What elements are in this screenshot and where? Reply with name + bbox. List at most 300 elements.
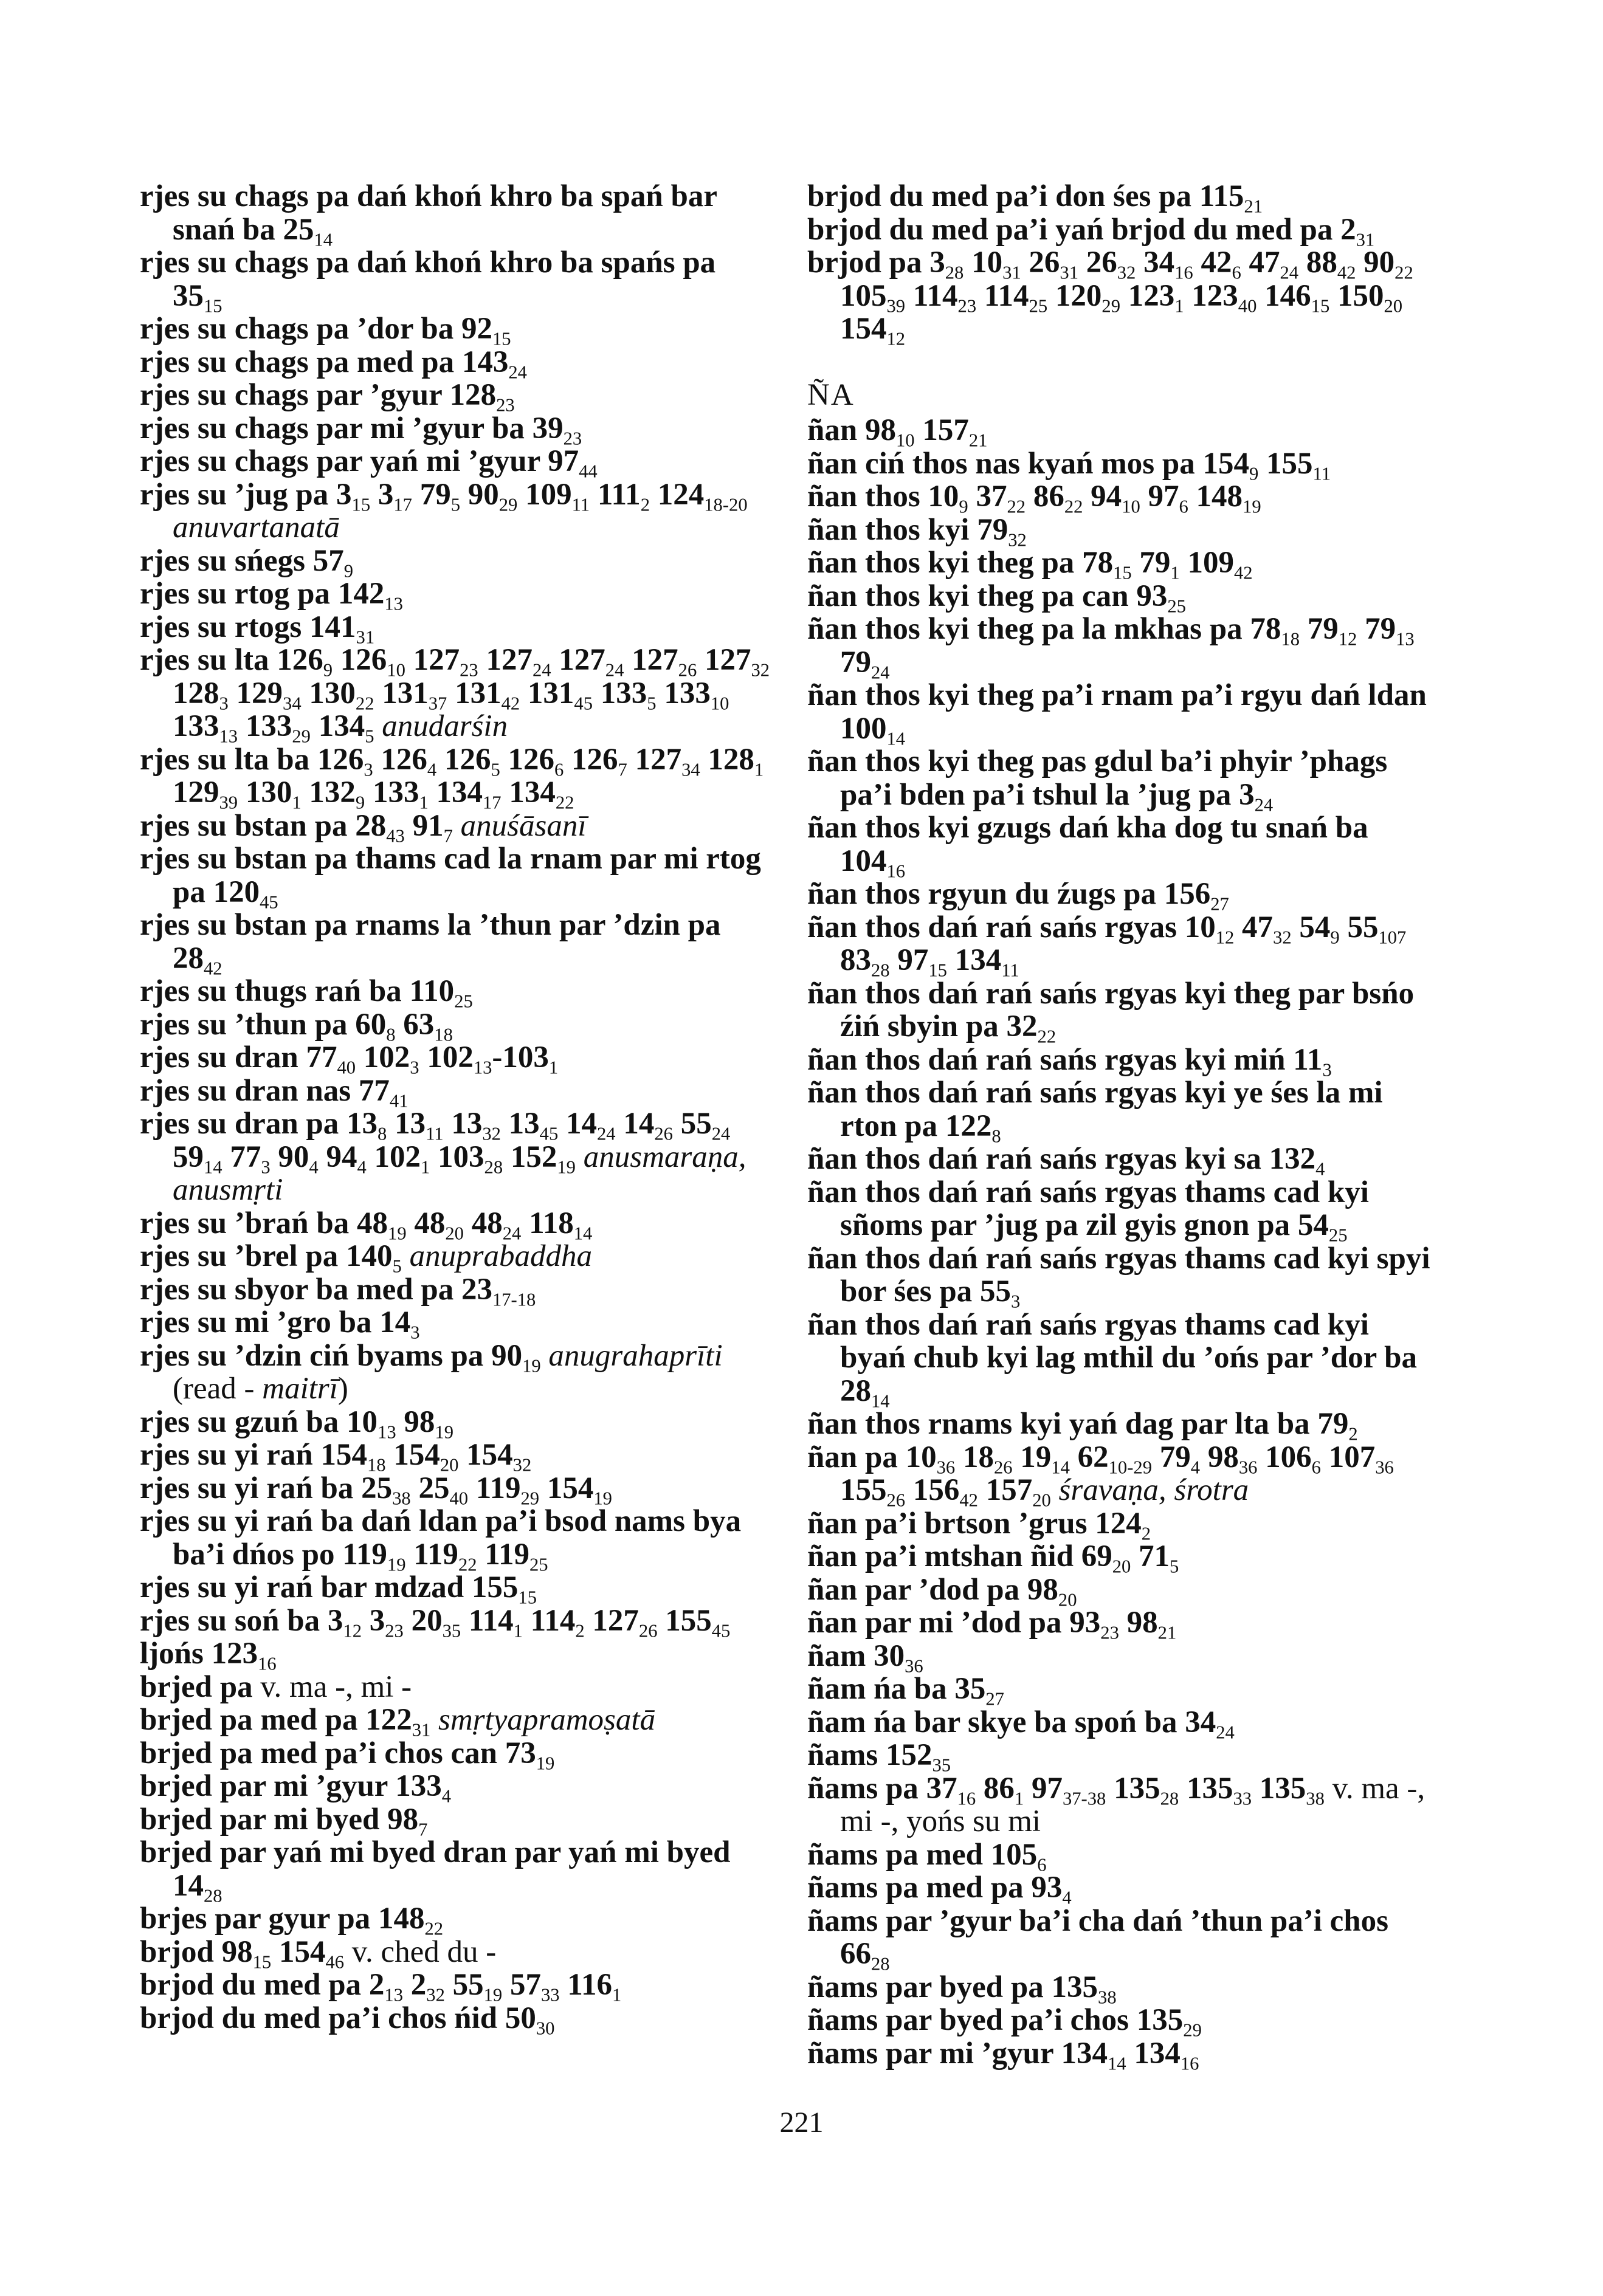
page-reference: $126_7$ — [571, 742, 627, 780]
line-number: 19 — [1243, 496, 1261, 517]
line-number: 19 — [557, 1157, 576, 1178]
line-number: 26 — [638, 1620, 658, 1641]
entry-headword: rjes su soń ba — [140, 1603, 320, 1638]
right-column-top-entries — [807, 179, 1439, 349]
index-entry — [140, 345, 772, 383]
line-number: 36 — [936, 1457, 956, 1478]
line-number: 9 — [343, 560, 354, 582]
page-reference: $127_{26}$ — [632, 643, 697, 681]
entry-headword: rjes su chags pa med pa — [140, 345, 455, 379]
line-number: 23 — [957, 295, 977, 317]
page-reference: $154_{20}$ — [393, 1438, 459, 1476]
page-reference: $102_1$ — [374, 1139, 430, 1178]
index-entry — [140, 312, 772, 349]
index-entry — [807, 1175, 1439, 1246]
line-number: 22 — [458, 1554, 477, 1575]
page-reference: $155_{11}$ — [1266, 446, 1331, 484]
line-number: 7 — [443, 825, 453, 847]
line-number: 26 — [993, 1457, 1013, 1478]
line-number: 12 — [343, 1620, 362, 1641]
line-number: 1 — [612, 1984, 622, 2006]
cross-reference: v. ched du - — [351, 1934, 497, 1969]
line-number: 14 — [1051, 1457, 1070, 1478]
index-entry — [140, 1471, 772, 1509]
entry-headword: rjes su chags par ’gyur — [140, 378, 442, 412]
page-reference: $97_{15}$ — [897, 943, 947, 981]
page-reference: $60_8$ — [355, 1007, 396, 1045]
line-number: 37 — [428, 693, 447, 714]
page-reference: $14_{28}$ — [173, 1868, 222, 1906]
line-number: 36 — [1238, 1457, 1258, 1478]
line-number: 28 — [871, 960, 890, 981]
index-entry — [140, 1040, 772, 1078]
index-entry — [140, 1570, 772, 1608]
entry-headword: brjod pa — [807, 246, 922, 280]
line-number: 15 — [351, 494, 371, 515]
line-number: 10 — [387, 659, 405, 681]
line-number: 32 — [426, 1984, 445, 2006]
page-reference: $47_{32}$ — [1242, 910, 1292, 948]
page-reference: $119_{22}$ — [413, 1537, 477, 1575]
page-reference: $146_{15}$ — [1264, 278, 1330, 317]
page-number: 221 — [779, 2106, 824, 2139]
line-number: 5 — [450, 494, 460, 515]
line-number: 4 — [1315, 1158, 1325, 1180]
line-number: 1 — [292, 792, 302, 813]
index-entry — [140, 444, 772, 482]
page-reference: $2_{31}$ — [1340, 212, 1375, 250]
entry-headword: rjes su chags par yań mi ’gyur — [140, 444, 540, 478]
page-reference: $130_{22}$ — [309, 676, 374, 714]
entry-headword: ñams — [807, 1738, 878, 1772]
entry-headword: brjod du med pa’i yań brjod du med pa — [807, 212, 1333, 247]
page-reference: $94_{10}$ — [1091, 479, 1140, 517]
page-reference: $3_{28}$ — [929, 246, 964, 283]
line-number: 45 — [260, 892, 278, 913]
index-entry — [140, 1802, 772, 1840]
entry-headword: ñan — [807, 413, 858, 447]
page-reference: $26_{31}$ — [1029, 246, 1078, 283]
line-number: 1 — [1170, 562, 1180, 583]
page-reference: $93_{25}$ — [1136, 579, 1186, 617]
index-entry — [140, 1073, 772, 1112]
page-reference: $119_{29}$ — [475, 1471, 540, 1509]
line-number: 19 — [387, 1554, 406, 1575]
page-reference: $131_{45}$ — [527, 676, 593, 714]
page-reference: $104_{16}$ — [840, 844, 906, 882]
page-reference: $90_4$ — [278, 1139, 319, 1178]
page-reference: $140_5$ — [346, 1239, 402, 1277]
page-reference: $148_{19}$ — [1196, 479, 1261, 517]
entry-headword: rjes su yi rań ba — [140, 1471, 354, 1505]
page-reference: $156_{42}$ — [912, 1473, 978, 1511]
line-number: 32 — [482, 1123, 501, 1144]
line-number: 4 — [441, 1786, 452, 1807]
line-number: 1 — [548, 1057, 559, 1078]
line-number: 25 — [1328, 1225, 1348, 1246]
entry-headword: ñan thos rgyun du źugs pa — [807, 877, 1156, 911]
index-entry — [807, 1572, 1439, 1610]
index-entry — [140, 378, 772, 416]
page-reference: $154_{32}$ — [466, 1438, 532, 1476]
page-reference: $122_8$ — [945, 1108, 1001, 1147]
entry-headword: rjes su rtog pa — [140, 577, 331, 611]
line-number: 18 — [1281, 628, 1300, 650]
index-entry — [140, 1671, 772, 1704]
index-entry — [807, 1738, 1439, 1776]
page-reference: $154_{46}$ — [278, 1934, 345, 1973]
index-entry — [807, 1076, 1439, 1147]
entry-headword: ñams par byed pa’i chos — [807, 2003, 1129, 2037]
line-number: 38 — [1098, 1987, 1117, 2008]
index-entry — [140, 1902, 772, 1939]
index-entry — [140, 1305, 772, 1343]
line-number: 38 — [392, 1488, 411, 1509]
entry-headword: brjes par gyur pa — [140, 1902, 371, 1936]
line-number: 39 — [219, 792, 238, 813]
index-entry — [807, 1705, 1439, 1743]
line-number: 9 — [1330, 927, 1340, 948]
line-number: 27 — [985, 1688, 1004, 1710]
index-entry — [140, 1438, 772, 1476]
entry-headword: rjes su chags pa ’dor ba — [140, 312, 454, 346]
page-reference: $134_{11}$ — [954, 943, 1019, 981]
cross-reference: (read - — [173, 1372, 263, 1406]
page-reference: $134_{14}$ — [1061, 2036, 1126, 2074]
page-reference: $134_{16}$ — [1134, 2036, 1199, 2074]
line-number: 24 — [605, 659, 624, 681]
page-reference: $122_{31}$ — [365, 1703, 431, 1741]
line-number: 24 — [1216, 1722, 1235, 1743]
line-number: 31 — [412, 1719, 431, 1741]
page-reference: $63_{18}$ — [403, 1007, 453, 1045]
page-reference: $3_{12}$ — [327, 1603, 362, 1641]
page-reference: $48_{24}$ — [471, 1206, 522, 1244]
entry-headword: brjed par yań mi byed dran par yań mi byed — [140, 1835, 731, 1869]
page-reference: $133_{10}$ — [664, 676, 729, 714]
line-number: 24 — [508, 362, 527, 383]
line-number: 6 — [1311, 1457, 1321, 1478]
line-number: 26 — [654, 1123, 673, 1144]
line-number: 2 — [1348, 1423, 1358, 1445]
page-reference: $3_{17}$ — [377, 477, 412, 515]
line-number: 19 — [483, 1984, 503, 2006]
section-heading: ÑA — [807, 377, 855, 412]
line-number: 20 — [1032, 1490, 1051, 1511]
line-number: 19 — [522, 1355, 541, 1377]
entry-headword: rjes su ’dzin ciń byams pa — [140, 1338, 484, 1373]
line-number: 20 — [1058, 1589, 1077, 1610]
line-number: 30 — [536, 2018, 555, 2039]
entry-headword: ñan par ’dod pa — [807, 1572, 1020, 1607]
line-number: 35 — [932, 1755, 951, 1776]
line-number: 28 — [204, 1885, 222, 1906]
index-entry — [140, 1736, 772, 1774]
page-reference: $13_{11}$ — [395, 1107, 444, 1144]
line-number: 5 — [491, 759, 500, 780]
line-number: 45 — [539, 1123, 559, 1144]
line-number: 1 — [1174, 295, 1184, 317]
entry-headword: rjes su rtogs — [140, 610, 302, 644]
page-reference: $37_{16}$ — [926, 1771, 976, 1809]
index-entry — [807, 1837, 1439, 1875]
page-reference: $90_{29}$ — [467, 477, 518, 515]
line-number: 16 — [957, 1788, 976, 1809]
line-number: 20 — [1384, 295, 1403, 317]
line-number: 41 — [389, 1090, 409, 1112]
entry-headword: ñams par mi ’gyur — [807, 2036, 1053, 2071]
entry-headword: rjes su ’brel pa — [140, 1239, 339, 1273]
line-number: 6 — [1179, 496, 1188, 517]
page-reference: $94_4$ — [326, 1139, 367, 1178]
line-number: 9 — [355, 792, 365, 813]
page-reference: $69_{20}$ — [1081, 1539, 1131, 1577]
entry-headword: ñan pa’i brtson ’grus — [807, 1506, 1088, 1541]
line-number: 24 — [871, 662, 890, 683]
line-number: 13 — [219, 726, 238, 747]
page-reference: $88_{42}$ — [1306, 246, 1356, 283]
page-reference: $2_{32}$ — [410, 1968, 445, 2006]
line-number: 7 — [618, 759, 627, 780]
sanskrit-equivalent: anudarśin — [382, 709, 508, 743]
page-reference: $105_6$ — [990, 1837, 1047, 1875]
page-reference: $13_{45}$ — [508, 1107, 559, 1144]
page-reference: $14_3$ — [379, 1305, 420, 1343]
line-number: 24 — [1280, 262, 1299, 283]
index-entry — [807, 1506, 1439, 1544]
page-reference: $127_{24}$ — [486, 643, 551, 681]
entry-headword: ñams par ’gyur ba’i cha dań ’thun pa’i chos — [807, 1903, 1389, 1938]
line-number: 19 — [593, 1488, 612, 1509]
page-reference: $131_{37}$ — [382, 676, 447, 714]
index-entry — [140, 1934, 772, 1973]
cross-reference: v. ma -, mi -, yońs su mi — [840, 1771, 1425, 1838]
line-number: 34 — [681, 759, 700, 780]
line-number: 19 — [435, 1421, 453, 1443]
page-reference: $86_{22}$ — [1033, 479, 1083, 517]
entry-headword: rjes su sńegs — [140, 543, 306, 578]
page-reference: $134_{22}$ — [509, 775, 574, 813]
page-reference: $142_{13}$ — [337, 577, 403, 614]
line-number: 39 — [886, 295, 906, 317]
sanskrit-equivalent: anuvartanatā — [173, 510, 340, 545]
index-entry — [807, 246, 1439, 349]
line-number: 4 — [427, 759, 437, 780]
page-reference: $114_{25}$ — [984, 278, 1048, 317]
line-number: 3 — [364, 759, 373, 780]
page-reference: $134_5$ — [318, 709, 374, 747]
page-reference: $98_7$ — [387, 1802, 428, 1840]
index-entry — [140, 908, 772, 979]
page-reference: $3_{24}$ — [1239, 777, 1274, 816]
line-number: 1 — [513, 1620, 523, 1641]
page-reference: $127_{23}$ — [413, 643, 478, 681]
page-reference: $79_{24}$ — [840, 645, 890, 683]
page-reference: $120_{29}$ — [1055, 278, 1120, 317]
line-number: 14 — [573, 1223, 593, 1244]
page-reference: $135_{28}$ — [1114, 1771, 1179, 1809]
entry-headword: rjes su chags pa dań khoń khro ba spańs pa — [140, 246, 716, 280]
line-number: 11 — [1312, 463, 1331, 484]
page-reference: $25_{38}$ — [361, 1471, 411, 1509]
page-reference: $10_{12}$ — [1184, 910, 1235, 948]
page-reference: $102_3$ — [363, 1040, 419, 1078]
page-reference: $55_{19}$ — [452, 1968, 503, 2006]
line-number: 15 — [1113, 562, 1132, 583]
line-number: 22 — [555, 792, 574, 813]
index-entry — [140, 1206, 772, 1244]
line-number: 20 — [445, 1223, 464, 1244]
line-number: 15 — [928, 960, 947, 981]
page-reference: $124_{18-20}$ — [657, 477, 748, 515]
line-number: 6 — [554, 759, 564, 780]
page-reference: $100_{14}$ — [840, 711, 906, 749]
line-number: 23 — [460, 659, 478, 681]
page-reference: $3_{23}$ — [369, 1603, 404, 1641]
line-number: 5 — [647, 693, 657, 714]
page-reference: $120_{45}$ — [213, 875, 278, 913]
page-reference: $157_{20}$ — [985, 1473, 1051, 1511]
entry-headword: rjes su yi rań — [140, 1438, 313, 1472]
page-reference: $127_{32}$ — [704, 643, 770, 681]
page-reference: $93_4$ — [1031, 1871, 1072, 1908]
entry-headword: ñan thos kyi theg pas gdul ba’i phyir ’phags pa’i bden pa’i tshul la ’jug pa — [807, 744, 1388, 812]
page-reference: $126_5$ — [444, 742, 500, 780]
index-entry — [140, 643, 772, 747]
index-entry — [140, 808, 772, 847]
page-reference: $126_{10}$ — [340, 643, 405, 681]
entry-headword: ñan thos dań rań sańs rgyas kyi ye śes la mi rton pa — [807, 1076, 1383, 1143]
entry-headword: rjes su bstan pa — [140, 808, 348, 843]
entry-headword: ñams pa med — [807, 1837, 984, 1872]
line-number: 13 — [1396, 628, 1415, 650]
page-reference: $57_{33}$ — [509, 1968, 560, 2006]
line-number: 34 — [283, 693, 302, 714]
line-number: 21 — [968, 430, 988, 451]
page-reference: $98_{21}$ — [1126, 1606, 1177, 1643]
line-number: 3 — [219, 693, 229, 714]
entry-headword: ñan thos kyi — [807, 512, 970, 547]
line-number: 26 — [886, 1490, 906, 1511]
line-number: 43 — [386, 825, 405, 847]
index-entry — [807, 2003, 1439, 2041]
right-column — [807, 179, 1439, 2074]
entry-headword: rjes su bstan pa thams cad la rnam par mi rtog pa — [140, 842, 761, 909]
entry-headword: ñan thos dań rań sańs rgyas kyi theg par bsńo źiń sbyin pa — [807, 976, 1415, 1043]
line-number: 29 — [1101, 295, 1120, 317]
line-number: 25 — [454, 991, 473, 1012]
page-reference: $77_3$ — [230, 1139, 271, 1178]
index-entry — [807, 1440, 1439, 1511]
line-number: 24 — [532, 659, 551, 681]
line-number: 4 — [309, 1157, 319, 1178]
page-reference: $90_{19}$ — [491, 1338, 541, 1377]
line-number: 24 — [502, 1223, 522, 1244]
line-number: 21 — [1157, 1622, 1177, 1643]
line-number: 15 — [252, 1951, 272, 1973]
cross-reference: v. ma -, mi - — [260, 1669, 412, 1704]
line-number: 15 — [1311, 295, 1330, 317]
sanskrit-equivalent: anuśāsanī — [460, 808, 587, 843]
line-number: 10 — [710, 693, 729, 714]
index-entry — [140, 842, 772, 913]
line-number: 27 — [1210, 893, 1229, 915]
line-number: 25 — [529, 1554, 548, 1575]
page-reference: $35_{27}$ — [954, 1672, 1004, 1710]
page-reference: $126_6$ — [508, 742, 564, 780]
page-reference: $25_{14}$ — [283, 212, 333, 250]
entry-headword: rjes su ’brań ba — [140, 1206, 350, 1240]
page-reference: $59_{14}$ — [173, 1139, 222, 1178]
page-reference: $97_6$ — [1148, 479, 1188, 517]
line-number: 16 — [886, 861, 906, 882]
index-entry — [140, 2001, 772, 2039]
page-reference: $28_{43}$ — [355, 808, 405, 847]
entry-headword: ljońs — [140, 1637, 204, 1671]
page-reference: $83_{28}$ — [840, 943, 890, 981]
page-reference: $11_3$ — [1293, 1042, 1332, 1081]
page-reference: $131_{42}$ — [455, 676, 520, 714]
page-reference: $3_{15}$ — [336, 477, 371, 515]
line-number: 5 — [365, 726, 374, 747]
page-reference: $19_{14}$ — [1020, 1440, 1070, 1478]
index-entry — [807, 877, 1439, 915]
page-reference: $155_{45}$ — [665, 1603, 731, 1641]
index-entry — [807, 212, 1439, 250]
page-reference: $13_8$ — [346, 1107, 387, 1144]
entry-headword: ñan thos kyi theg pa can — [807, 579, 1129, 613]
page-reference: $25_{40}$ — [418, 1471, 469, 1509]
page-reference: $18_{26}$ — [962, 1440, 1013, 1478]
page-reference: $127_{26}$ — [592, 1603, 658, 1641]
page-reference: $79_{32}$ — [977, 512, 1027, 551]
line-number: 15 — [518, 1587, 537, 1608]
index-entry — [807, 744, 1439, 816]
page-reference: $98_{19}$ — [404, 1404, 453, 1443]
page-reference: $98_{36}$ — [1207, 1440, 1258, 1478]
page-reference: $114_{23}$ — [912, 278, 977, 317]
page-reference: $86_1$ — [983, 1771, 1024, 1809]
page-reference: $148_{22}$ — [378, 1902, 444, 1939]
sanskrit-equivalent: anugrahaprīti — [548, 1338, 723, 1373]
page-reference: $123_1$ — [1128, 278, 1184, 317]
entry-headword: ñams par byed pa — [807, 1970, 1044, 2004]
entry-headword: brjed par mi byed — [140, 1802, 380, 1837]
line-number: 16 — [1174, 262, 1193, 283]
line-number: 26 — [678, 659, 697, 681]
line-number: 31 — [1356, 229, 1375, 250]
page-reference: $92_{15}$ — [461, 312, 511, 349]
line-number: 4 — [357, 1157, 367, 1178]
entry-headword: ñams pa — [807, 1771, 919, 1806]
page-reference: $150_{20}$ — [1337, 278, 1403, 317]
index-entry — [140, 478, 772, 545]
page-reference: $79_{12}$ — [1307, 612, 1357, 650]
line-number: 1 — [754, 759, 764, 780]
line-number: 12 — [886, 328, 906, 349]
page-reference: $30_{36}$ — [874, 1638, 923, 1677]
line-number: 19 — [388, 1223, 407, 1244]
index-entry — [140, 974, 772, 1012]
line-number: 40 — [337, 1057, 356, 1078]
page-reference: $14_{24}$ — [566, 1107, 616, 1144]
index-entry — [807, 1539, 1439, 1577]
line-number: 5 — [392, 1256, 402, 1277]
line-number: 10-29 — [1108, 1457, 1153, 1478]
line-number: 6 — [1037, 1854, 1047, 1875]
line-number: 38 — [1306, 1788, 1325, 1809]
page-reference: $57_9$ — [312, 543, 354, 582]
